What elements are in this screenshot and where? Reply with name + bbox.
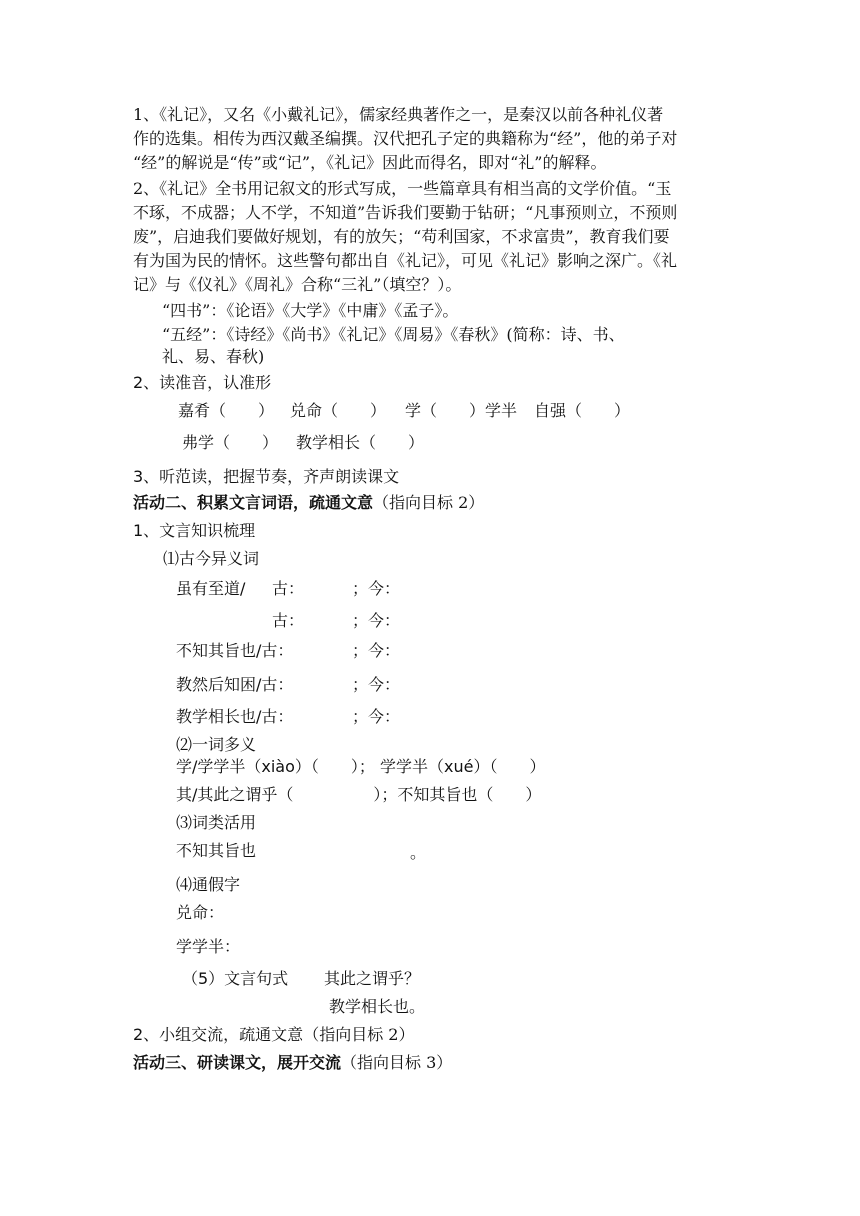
group-discussion-goal: （指向目标 2） — [303, 1025, 415, 1044]
subsection-duoyi: ⑵一词多义 — [176, 735, 257, 754]
intro-line-6: 废”，启迪我们要做好规划，有的放矢；“苟利国家，不求富贵”，教育我们要 — [133, 227, 670, 246]
huoyong-phrase: 不知其旨也 — [176, 841, 257, 860]
five-classics-line: “五经”：《诗经》《尚书》《礼记》《周易》《春秋》(简称：诗、书、 — [162, 325, 625, 344]
intro-line-4: 2、《礼记》全书用记叙文的形式写成，一些篇章具有相当高的文学价值。“玉 — [133, 179, 672, 198]
gujin-word-1: 虽有至道/ — [176, 579, 246, 598]
jushi-item-2: 教学相长也。 — [329, 997, 426, 1016]
four-books-line: “四书”：《论语》《大学》《中庸》《孟子》。 — [162, 301, 459, 320]
pron-item-yueming: 兑命（ ） — [290, 401, 387, 420]
gujin-word-5: 教学相长也/古： — [176, 707, 294, 726]
gujin-jin-5: ；今： — [352, 707, 401, 726]
jushi-item-1: 其此之谓乎？ — [324, 969, 421, 988]
pron-item-jiayao: 嘉肴（ ） — [178, 401, 275, 420]
activity-three-heading — [133, 1052, 452, 1074]
subsection-huoyong: ⑶词类活用 — [176, 813, 257, 832]
group-discussion-title: 2、小组交流，疏通文意 — [133, 1025, 304, 1044]
gujin-gu-1: 古： — [272, 579, 305, 598]
activity-two-goal: （指向目标 2） — [373, 493, 485, 512]
read-along-heading: 3、听范读，把握节奏，齐声朗读课文 — [133, 467, 400, 486]
pron-item-xuexueban: 学（ ）学半 — [405, 401, 518, 420]
pron-item-fuxue: 弗学（ ） — [182, 433, 279, 452]
tongjia-item-1: 兑命： — [176, 903, 225, 922]
duoyi-line-2: 其/其此之谓乎（ ）；不知其旨也（ ） — [176, 785, 542, 804]
activity-three-title: 活动三、研读课文，展开交流 — [133, 1053, 342, 1072]
activity-two-title: 活动二、积累文言词语，疏通文意 — [133, 493, 374, 512]
gujin-word-4: 教然后知困/古： — [176, 675, 294, 694]
gujin-jin-2: ；今： — [352, 611, 401, 630]
subsection-jushi: （5）文言句式 — [182, 969, 289, 988]
tongjia-item-2: 学学半： — [176, 937, 241, 956]
duoyi-line-1: 学/学学半（xiào）（ ）； 学学半（xué）（ ） — [176, 757, 546, 776]
pronunciation-heading: 2、读准音，认准形 — [133, 373, 272, 392]
knowledge-heading: 1、文言知识梳理 — [133, 521, 256, 540]
subsection-gujin: ⑴古今异义词 — [163, 549, 260, 568]
activity-three-goal: （指向目标 3） — [341, 1053, 453, 1072]
intro-line-8: 记》与《仪礼》《周礼》合称“三礼”（填空？）。 — [133, 275, 462, 294]
subsection-tongjia: ⑷通假字 — [176, 875, 241, 894]
huoyong-end: 。 — [410, 843, 427, 862]
gujin-gu-2: 古： — [272, 611, 305, 630]
gujin-jin-1: ；今： — [352, 579, 401, 598]
intro-line-1: 1、《礼记》，又名《小戴礼记》，儒家经典著作之一，是秦汉以前各种礼仪著 — [133, 105, 664, 124]
five-classics-abbr: 礼、易、春秋) — [162, 347, 265, 366]
pron-item-ziqiang: 自强（ ） — [534, 401, 631, 420]
gujin-word-3: 不知其旨也/古： — [176, 641, 294, 660]
group-discussion-heading — [133, 1024, 414, 1046]
intro-line-5: 不琢，不成器；人不学，不知道”告诉我们要勤于钻研；“凡事预则立，不预则 — [133, 203, 678, 222]
intro-line-2: 作的选集。相传为西汉戴圣编撰。汉代把孔子定的典籍称为“经”，他的弟子对 — [133, 129, 678, 148]
activity-two-heading — [133, 492, 484, 514]
intro-line-3: “经”的解说是“传”或“记”，《礼记》因此而得名，即对“礼”的解释。 — [133, 153, 607, 172]
gujin-jin-3: ；今： — [352, 641, 401, 660]
gujin-jin-4: ；今： — [352, 675, 401, 694]
pron-item-jiaoxuexiangzhang: 教学相长（ ） — [296, 433, 425, 452]
intro-line-7: 有为国为民的情怀。这些警句都出自《礼记》，可见《礼记》影响之深广。《礼 — [133, 251, 678, 270]
